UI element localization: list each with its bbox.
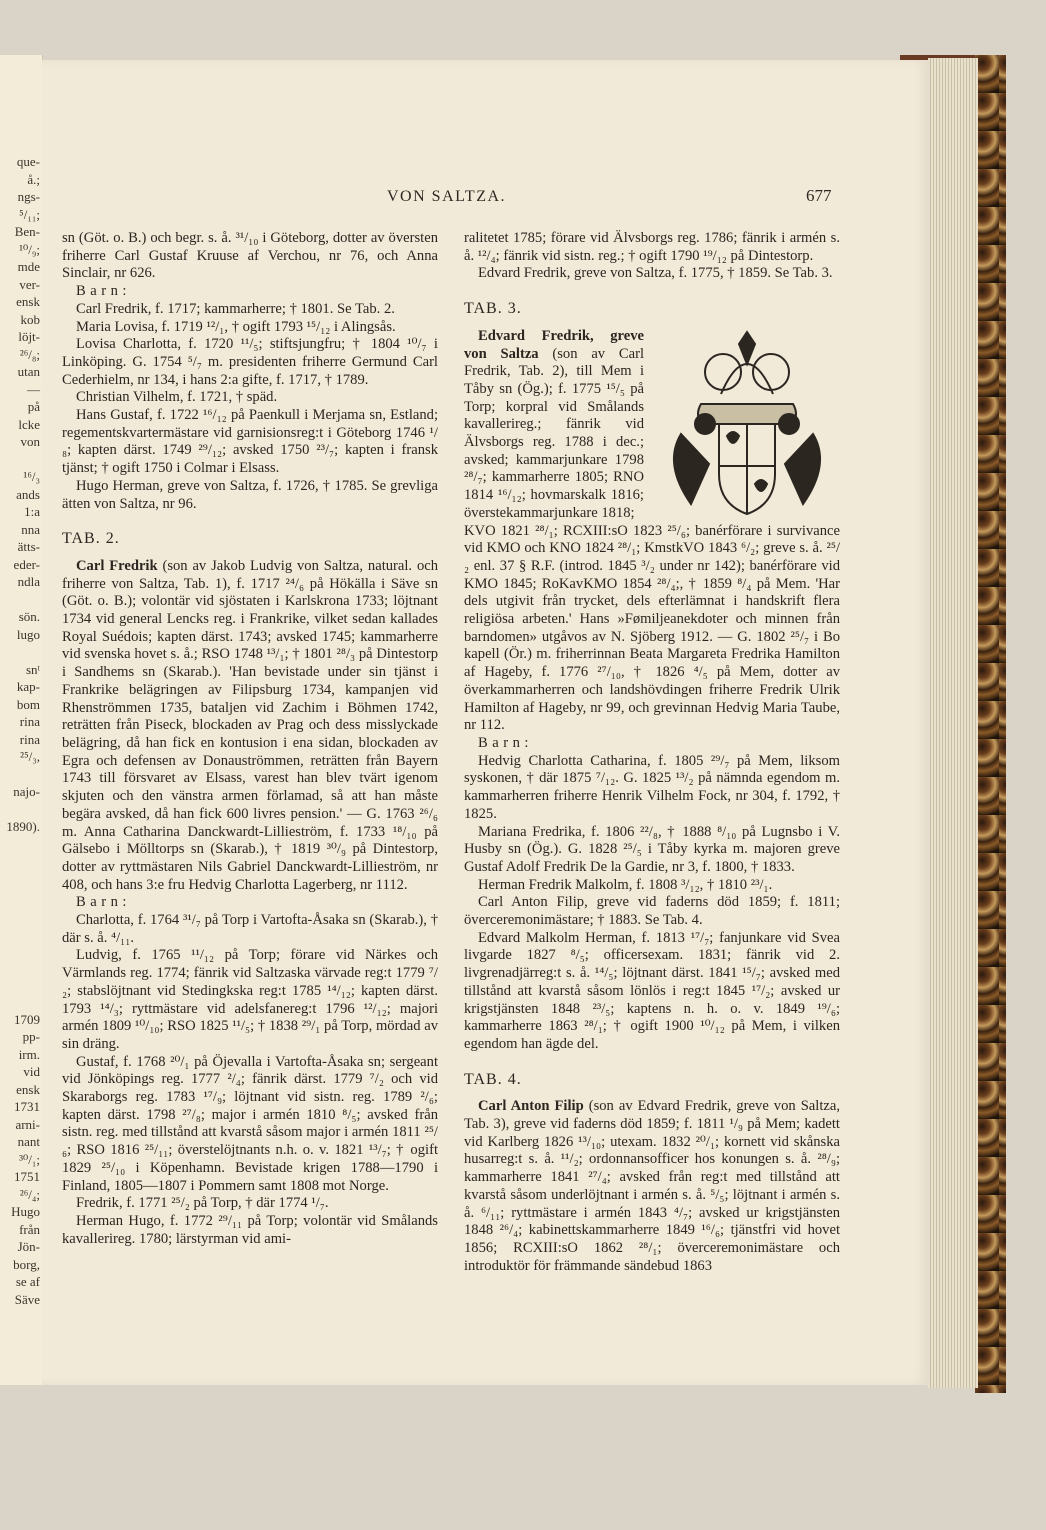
- child-entry: Edvard Malkolm Herman, f. 1813 ¹⁷/₇; fanjunkare vid Svea livgarde 1827 ⁸/₅; officersexam. 1831; fänrik vid 2. livgrenadjärreg:t s. å. ¹⁴/₅; löjtnant därst. 1841 ¹⁵/₇; avsked med tillstånd att kvarstå såsom lönlös i reg:t 1845 ¹⁷/₂; avsked ur krigstjänsten 1848 ²³/₅; kaptens n. h. o. v. 1849 ¹⁹/₆; kammarherre 1863 ²⁸/₁; † ogift 1900 ¹⁰/₁₂ på Mem, i vilken egendom han ägde del.: [464, 929, 840, 1052]
- margin-fragment: [0, 853, 40, 871]
- margin-fragment: ³⁰/₁;: [19, 1151, 40, 1167]
- margin-fragment: vid: [23, 1064, 40, 1079]
- margin-fragment: —: [27, 381, 40, 397]
- entry-name: Carl Anton Filip: [478, 1098, 584, 1115]
- child-entry: Edvard Fredrik, greve von Saltza, f. 1775, † 1859. Se Tab. 3.: [478, 265, 833, 282]
- margin-fragment: från: [19, 1221, 40, 1237]
- margin-fragment: Ben-: [14, 224, 40, 239]
- margin-fragment: ätts-: [17, 539, 40, 554]
- right-column: [464, 230, 840, 1275]
- margin-fragment: kap-: [16, 679, 40, 694]
- margin-fragment: på: [27, 399, 40, 414]
- margin-fragment: [0, 923, 40, 941]
- previous-page-margin: [0, 55, 43, 1385]
- paragraph: sn (Göt. o. B.) och begr. s. å. ³¹/₁₀ i Göteborg, dotter av översten friherre Carl Gustaf Kruuse af Verchou, nr 76, och Anna Sinclair, nr 626.: [62, 230, 438, 282]
- child-entry: Carl Fredrik, f. 1717; kammarherre; † 1801. Se Tab. 2.: [76, 300, 395, 317]
- margin-fragment: irm.: [18, 1046, 40, 1062]
- child-entry: Herman Hugo, f. 1772 ²⁹/₁₁ på Torp; volontär vid Smålands kavallerireg. 1780; lärstyrman vid ami-: [62, 1212, 438, 1247]
- margin-fragment: ¹⁰/₉;: [19, 241, 40, 257]
- margin-fragment: [0, 766, 40, 784]
- margin-fragment: [0, 871, 40, 889]
- margin-fragment: arni-: [15, 1116, 40, 1132]
- child-entry: Gustaf, f. 1768 ²⁰/₁ på Öjevalla i Vartofta-Åsaka sn; sergeant vid Jönköpings reg. 1777 ²/₄; fänrik därst. 1779 ⁷/₂ och vid Skaraborgs reg. 1783 ¹⁷/₉; löjtnant vid sistn. reg. 1789 ²/₆; kapten därst. 1798 ²⁷/₈; major i armén 1810 ⁸/₅; avsked från sistn. reg. med tillstånd att kvarstå såsom major i armén 1811 ²⁵/₆; RSO 1816 ²⁵/₁₁; överstelöjtnants n.h. o. v. 1821 ¹³/₇; † ogift 1829 ²⁵/₁₀ i Köpenhamn. Bevistade krigen 1788—1790 i Finland, 1805—1807 i Pommern samt 1808 mot Norge.: [62, 1053, 438, 1194]
- section-label-children: Barn:: [478, 734, 533, 751]
- margin-fragment: [0, 993, 40, 1011]
- child-entry: Hugo Herman, greve von Saltza, f. 1726, † 1785. Se grevliga ätten von Saltza, nr 96.: [62, 477, 438, 512]
- margin-fragment: 1:a: [24, 504, 40, 519]
- child-entry: Hedvig Charlotta Catharina, f. 1805 ²⁹/₇ på Mem, liksom syskonen, † där 1875 ⁷/₁₂. G. 1825 ¹³/₂ på nämnda egendom m. kammarherren friherre Henrik Vilhelm Fock, nr 304, f. 1792, † 1825.: [464, 752, 840, 822]
- child-entry: Maria Lovisa, f. 1719 ¹²/₁, † ogift 1793 ¹⁵/₁₂ i Alingsås.: [76, 318, 396, 335]
- tab-entry: [464, 328, 644, 523]
- margin-fragment: borg,: [13, 1256, 40, 1272]
- margin-fragment: ⁵/₁₁;: [19, 206, 40, 222]
- margin-fragment: å.;: [27, 171, 40, 187]
- coat-of-arms-icon: [661, 324, 833, 532]
- margin-fragment: ¹⁶/₃: [23, 469, 40, 484]
- tab-entry: [464, 1098, 840, 1275]
- margin-fragment: [0, 451, 40, 469]
- margin-fragment: rina: [19, 714, 40, 729]
- margin-fragment: kob: [20, 311, 40, 327]
- margin-fragment: que-: [16, 154, 40, 169]
- margin-fragment: sön.: [18, 609, 40, 624]
- margin-fragment: ²⁶/₄;: [19, 1186, 40, 1202]
- margin-fragment: lcke: [18, 416, 40, 432]
- margin-fragment: Jön-: [17, 1239, 40, 1254]
- margin-fragment: ndla: [17, 574, 40, 589]
- margin-fragment: ensk: [16, 294, 40, 309]
- margin-fragment: 1890).: [6, 819, 40, 834]
- entry-text: (son av Carl Fredrik, Tab. 2), till Mem i Tåby sn (Ög.); f. 1775 ¹⁵/₅ på Torp; korpral vid Smålands kavallerireg.; fänrik vid Älvsborgs reg. 1788 i dec.; avsked; kammarjunkare 1798 ²⁸/₇; kammarherre 1805; RNO 1814 ¹⁶/₁₂; hovmarskalk 1816; överstekammarjunkare 1818;: [464, 345, 644, 521]
- margin-fragment: [0, 643, 40, 661]
- margin-fragment: ²⁶/₈;: [19, 346, 40, 362]
- book-page: [42, 60, 930, 1385]
- child-entry: Carl Anton Filip, greve vid faderns död 1859; f. 1811; överceremonimästare; † 1883. Se Tab. 4.: [464, 894, 840, 929]
- entry-name: Edvard Fredrik, greve von Saltza: [464, 327, 644, 362]
- margin-fragment: von: [20, 434, 40, 449]
- running-title: VON SALTZA.: [387, 188, 507, 205]
- margin-fragment: [0, 888, 40, 906]
- margin-fragment: [0, 591, 40, 609]
- margin-fragment: [0, 976, 40, 994]
- margin-fragment: [0, 801, 40, 819]
- section-label-children: Barn:: [76, 283, 131, 300]
- page-block-edges: [928, 58, 978, 1388]
- page-header: [42, 188, 930, 208]
- margin-fragment: mde: [17, 259, 40, 274]
- margin-fragment: 1731: [14, 1099, 40, 1114]
- margin-fragment: [0, 836, 40, 854]
- margin-fragment: bom: [16, 696, 40, 712]
- margin-fragment: se af: [15, 1274, 40, 1289]
- margin-fragment: 1751: [14, 1169, 40, 1184]
- table-heading: TAB. 3.: [464, 300, 522, 318]
- margin-fragment: [0, 941, 40, 959]
- margin-fragment: nant: [17, 1134, 40, 1149]
- entry-text: (son av Jakob Ludvig von Saltza, natural. och friherre von Saltza, Tab. 1), f. 1717 ²⁴/₆ på Hökälla i Säve sn (Göt. o. B.); volontär vid sjöstaten i Karlskrona 1733; löjtnant 1734 vid general Lencks reg. i Frankrike, vilket sedan kallades Royal Suédois; kapten därst. 1743; avsked 1745; kammarherre vid svenska hovet s. å.; RSO 1748 ¹³/₁; † 1801 ²⁸/₃ på Dintestorp i Sandhems sn (Skarab.). 'Han bevistade under sin tjänst i Frankrike belägringen av Filipsburg 1734, kampanjen vid Rhenströmmen 1735, bataljen vid Zachim i Böhmen 1742, reträtten från Piseck, blockaden av Prag och dess misslyckade belägring, då han fick en kontusion i ena sidan, blockaden av Egra och defensen av Donauströmmen, reträtten från Bayern 1743 till försvaret av Elsass, varest han blev tvärt igenom skjuten och den vänstra armen förlamad, så att han måste begära avsked, då han fick 600 livres pension.' — G. 1763 ²⁶/₆ m. Anna Catharina Danckwardt-Lillieström, f. 1733 ¹⁸/₁₀ på Gälsebo i Mölltorps sn (Skarab.), † 1819 ³⁰/₉ på Dintestorp, dotter av ryttmästaren Nils Gabriel Danckwardt-Lillieström, nr 408, och hans 3:e fru Hedvig Charlotta Lagerberg, nr 1112.: [62, 557, 439, 893]
- paragraph: ralitetet 1785; förare vid Älvsborgs reg. 1786; fänrik i armén s. å. ¹²/₄; fänrik vid sistn. reg.; † ogift 1790 ¹⁹/₁₂ på Dintestorp.: [464, 230, 840, 264]
- margin-fragment: Säve: [14, 1291, 40, 1307]
- tab3-block: [464, 328, 840, 523]
- margin-fragment: ensk: [16, 1081, 40, 1097]
- margin-fragment: Hugo: [11, 1204, 40, 1219]
- previous-page-fragments: [0, 55, 42, 1308]
- table-heading: TAB. 4.: [464, 1070, 522, 1088]
- left-column: [62, 230, 438, 1248]
- margin-fragment: [0, 906, 40, 924]
- entry-name: Carl Fredrik: [76, 557, 158, 574]
- margin-fragment: nna: [21, 521, 40, 537]
- margin-fragment: ngs-: [17, 189, 40, 204]
- child-entry: Fredrik, f. 1771 ²⁵/₂ på Torp, † där 1774 ¹/₇.: [76, 1195, 329, 1212]
- margin-fragment: pp-: [22, 1029, 40, 1044]
- section-label-children: Barn:: [76, 894, 131, 911]
- child-entry: Christian Vilhelm, f. 1721, † späd.: [76, 389, 278, 406]
- child-entry: Charlotta, f. 1764 ³¹/₇ på Torp i Vartofta-Åsaka sn (Skarab.), † där s. å. ⁴/₁₁.: [62, 912, 438, 946]
- margin-fragment: najo-: [13, 784, 40, 799]
- child-entry: Herman Fredrik Malkolm, f. 1808 ³/₁₂, † 1810 ²³/₁.: [478, 876, 773, 893]
- child-entry: Mariana Fredrika, f. 1806 ²²/₈, † 1888 ⁸/₁₀ på Lugnsbo i V. Husby sn (Ög.). G. 1828 ²⁵/₅ i Tåby kyrka m. majoren greve Gustaf Adolf Fredrik De la Gardie, nr 3, f. 1800, † 1833.: [464, 823, 840, 875]
- margin-fragment: rina: [19, 731, 40, 747]
- margin-fragment: ver-: [19, 276, 40, 292]
- margin-fragment: löjt-: [18, 329, 40, 344]
- margin-fragment: 1709: [14, 1011, 40, 1027]
- margin-fragment: ²⁵/₃,: [20, 749, 40, 764]
- page-number: 677: [806, 186, 832, 205]
- margin-fragment: [0, 958, 40, 976]
- tab-entry: [62, 558, 438, 894]
- margin-fragment: utan: [17, 364, 40, 379]
- margin-fragment: lugo: [16, 626, 40, 642]
- child-entry: Lovisa Charlotta, f. 1720 ¹¹/₅; stiftsjungfru; † 1804 ¹⁰/₇ i Linköping. G. 1754 ⁵/₇ m. presidenten friherre Germund Carl Cederhielm, nr 134, i hans 2:a gifte, f. 1717, † 1789.: [62, 336, 438, 388]
- entry-text: (son av Edvard Fredrik, greve von Saltza, Tab. 3), greve vid faderns död 1859; f. 1811 ¹/₉ på Mem; kadett vid Karlberg 1826 ¹³/₁₀; utexam. 1832 ²⁰/₁; kornett vid skånska husarreg:t s. å. ¹¹/₂; ordonnansofficer hos konungen s. å. ²⁸/₉; kammarherre 1841 ²⁷/₄; avsked från reg:t med tillstånd att kvarstå såsom underlöjtnant i armén s. å. ⁵/₅; löjtnant i armén s. å. ⁶/₁₁; ryttmästare i armén 1843 ⁴/₇; avsked ur krigstjänsten 1848 ²⁶/₄; kabinettskammarherre 1849 ¹⁶/₆; tjänstfri vid hovet 1856; RCXIII:sO 1862 ²⁸/₁; överceremonimästare och introduktör för främmande sändebud 1863: [464, 1098, 840, 1274]
- child-entry: Hans Gustaf, f. 1722 ¹⁶/₁₂ på Paenkull i Merjama sn, Estland; regementskvartermästare vid garnisionsreg:t i Göteborg 1746 ¹/₈; kapten därst. 1749 ²⁹/₁₂; avsked 1750 ²³/₇; kapten i fransk tjänst; † ogift 1750 i Colmar i Elsass.: [62, 407, 438, 477]
- margin-fragment: snᵗ: [25, 661, 40, 677]
- paragraph: KVO 1821 ²⁸/₁; RCXIII:sO 1823 ²⁵/₆; banérförare i survivance vid KMO och KNO 1824 ²⁸/₁; KmstkVO 1843 ⁶/₂; greve s. å. ²⁵/₂ enl. 37 § R.F. (introd. 1845 ³/₂ under nr 142); banérförare vid KMO 1845; RoKavKMO 1854 ²⁸/₄;, † 1859 ⁸/₄ på Mem. 'Har dels utgivit från trycket, dels efterlämnat i handskrift flera religiösa arbeten.' Hans »Fømiljeanekdoter och minnen från barndomen» utgåvos av N. Sjöberg 1912. — G. 1802 ²⁵/₇ i Bo kapell (Ör.) m. friherrinnan Beata Margareta Fredrika Hamilton af Hageby, f. 1776 ²⁷/₁₀, † 1826 ⁴/₅ på Mem, dotter av överkammarherren och landshövdingen friherre Fredrik Ulrik Hamilton af Hageby, nr 99, och grevinnan Hedvig Maria Taube, nr 112.: [464, 522, 840, 734]
- table-heading: TAB. 2.: [62, 530, 120, 548]
- margin-fragment: ands: [16, 486, 40, 502]
- child-entry: Ludvig, f. 1765 ¹¹/₁₂ på Torp; förare vid Närkes och Värmlands reg. 1774; fänrik vid Saltzaska värvade reg:t 1779 ⁷/₂; stabslöjtnant vid Stedingkska reg:t 1785 ¹⁴/₁₂; kapten därst. 1793 ¹⁴/₃; ryttmästare vid adelsfanereg:t 1796 ¹²/₁₂; majori armén 1809 ¹⁰/₁₀; RSO 1825 ¹¹/₅; † 1838 ²⁹/₁ på Torp, mördad av sin dräng.: [62, 947, 438, 1052]
- margin-fragment: eder-: [13, 556, 40, 572]
- marbled-cover-edge: [975, 55, 1006, 1393]
